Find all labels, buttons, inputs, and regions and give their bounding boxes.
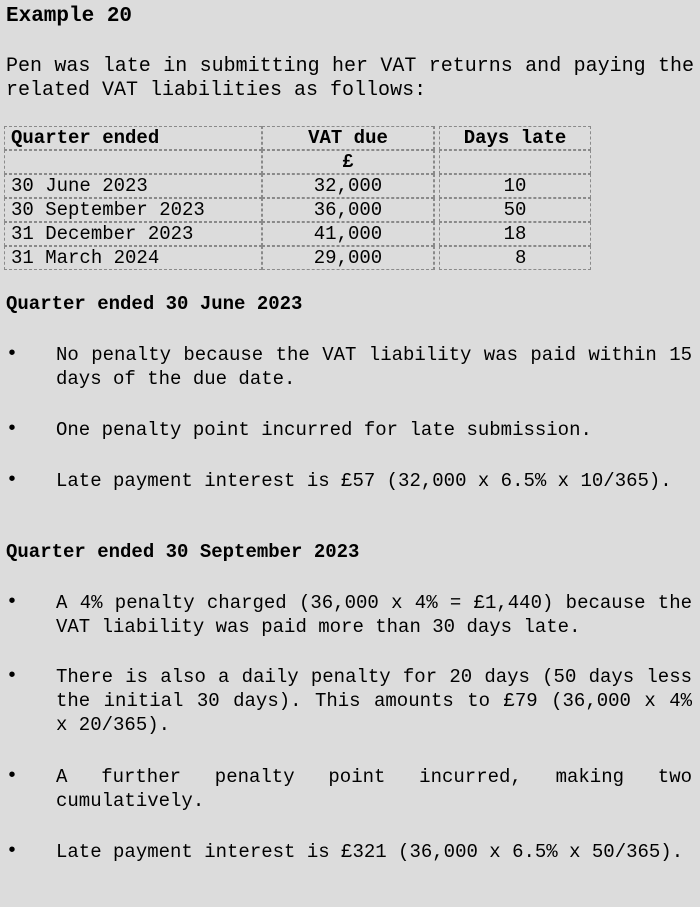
bullet-text: There is also a daily penalty for 20 days (50 days less the initial 30 days). This amounts to £79 (36,000 x 4% x 20/365). — [56, 666, 692, 736]
bullet-text: A further penalty point incurred, making two cumulatively. — [56, 766, 692, 812]
header-currency: £ — [262, 150, 434, 174]
bullet-text: Late payment interest is £321 (36,000 x 6.5% x 50/365). — [56, 841, 684, 863]
cell-vat-due: 32,000 — [262, 174, 434, 198]
header-vat-due: VAT due — [262, 126, 434, 150]
bullet-text: One penalty point incurred for late submission. — [56, 419, 592, 441]
table-row — [4, 246, 591, 270]
cell-quarter: 30 June 2023 — [4, 174, 262, 198]
bullet-icon: • — [6, 665, 19, 688]
bullet-text: A 4% penalty charged (36,000 x 4% = £1,440) because the VAT liability was paid more than 30 days late. — [56, 592, 692, 638]
cell-quarter: 31 March 2024 — [4, 246, 262, 270]
intro-paragraph: Pen was late in submitting her VAT returns and paying the related VAT liabilities as follows: — [6, 55, 694, 102]
table-header-row — [4, 126, 591, 150]
bullet-icon: • — [6, 418, 19, 441]
cell-vat-due: 36,000 — [262, 198, 434, 222]
table-row — [4, 174, 591, 198]
cell-vat-due: 41,000 — [262, 222, 434, 246]
bullet-icon: • — [6, 840, 19, 863]
bullet-icon: • — [6, 343, 19, 366]
cell-days-late: 10 — [439, 174, 591, 198]
bullet-icon: • — [6, 469, 19, 492]
bullet-text: Late payment interest is £57 (32,000 x 6.5% x 10/365). — [56, 470, 672, 492]
bullet-text: No penalty because the VAT liability was paid within 15 days of the due date. — [56, 344, 692, 390]
vat-table — [4, 126, 591, 270]
example-title: Example 20 — [6, 5, 133, 28]
cell-days-late: 18 — [439, 222, 591, 246]
cell-quarter: 31 December 2023 — [4, 222, 262, 246]
cell-days-late: 8 — [439, 246, 591, 270]
bullet-icon: • — [6, 591, 19, 614]
section-heading: Quarter ended 30 September 2023 — [6, 541, 360, 563]
table-subheader-row — [4, 150, 591, 174]
table-row — [4, 198, 591, 222]
cell-days-late: 50 — [439, 198, 591, 222]
cell-quarter: 30 September 2023 — [4, 198, 262, 222]
section-heading: Quarter ended 30 June 2023 — [6, 293, 303, 315]
header-quarter: Quarter ended — [4, 126, 262, 150]
bullet-icon: • — [6, 765, 19, 788]
header-days-late: Days late — [439, 126, 591, 150]
cell-vat-due: 29,000 — [262, 246, 434, 270]
table-row — [4, 222, 591, 246]
